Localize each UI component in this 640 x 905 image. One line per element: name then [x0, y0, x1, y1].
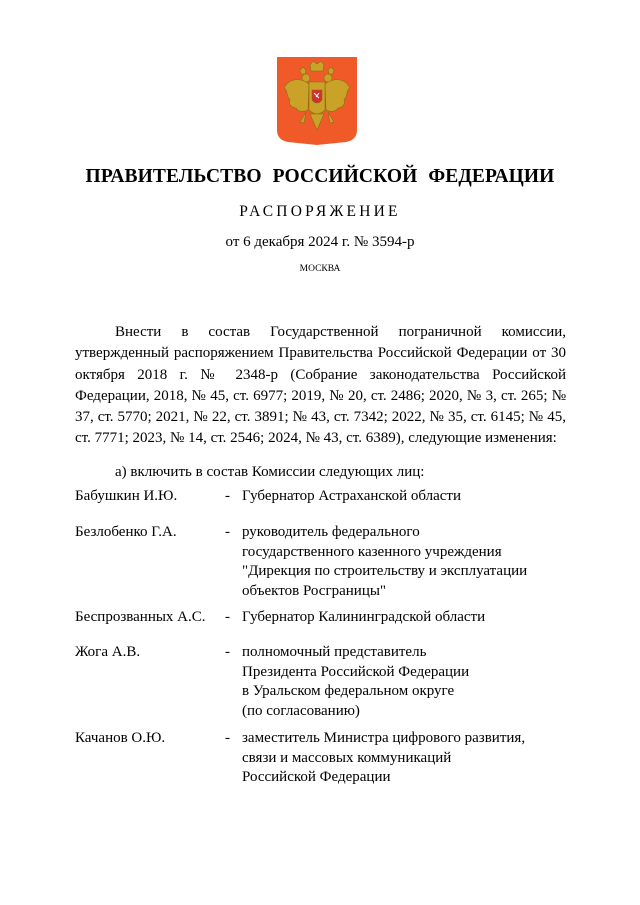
document-date-number: от 6 декабря 2024 г. № 3594-р — [225, 234, 415, 250]
member-role-line: (по согласованию) — [242, 702, 360, 719]
member-role — [242, 643, 562, 721]
member-role-line: заместитель Министра цифрового развития, — [242, 730, 526, 746]
member-role — [242, 487, 562, 507]
member-dash: - — [225, 488, 230, 504]
member-name: Беспрозванных А.С. — [75, 609, 206, 625]
member-role-line: Российской Федерации — [242, 769, 391, 785]
member-role-line: Губернатор Калининградской области — [242, 609, 486, 625]
member-name: Безлобенко Г.А. — [75, 524, 177, 540]
member-role-line: руководитель федерального — [242, 524, 420, 540]
coat-of-arms-icon — [276, 56, 358, 146]
member-role — [242, 729, 562, 788]
member-dash: - — [225, 524, 230, 540]
member-dash: - — [225, 609, 230, 625]
member-role-line: в Уральском федеральном округе — [242, 683, 455, 699]
member-role-line: связи и массовых коммуникаций — [242, 749, 452, 766]
member-name: Жога А.В. — [75, 644, 141, 660]
document-city: МОСКВА — [299, 264, 341, 274]
preamble-paragraph: Внести в состав Государственной пограничной комиссии, утвержденный распоряжением Правительства Российской Федерации от 30 октября 2018 г. № 2348-р (Собрание законодательства Российской Федерации, 2018, № 45, ст. 6977; 2019, № 20, ст. 2486; 2020, № 3, ст. 265; № 37, ст. 5770; 2021, № 22, ст. 3891; № 43, ст. 7342; 2022, № 35, ст. 6145; № 45, ст. 7771; 2023, № 14, ст. 2546; 2024, № 43, ст. 6389), следующие изменения: — [75, 324, 566, 447]
member-dash: - — [225, 644, 230, 660]
member-role-line: объектов Росграницы" — [242, 582, 387, 599]
member-role-line: Президента Российской Федерации — [242, 663, 470, 680]
subitem-a: а) включить в состав Комиссии следующих лиц: — [115, 464, 425, 480]
member-name: Бабушкин И.Ю. — [75, 488, 178, 504]
member-role-line: "Дирекция по строительству и эксплуатации — [242, 563, 528, 579]
member-role-line: Губернатор Астраханской области — [242, 488, 462, 504]
member-role-line: государственного казенного учреждения — [242, 543, 502, 560]
member-role — [242, 608, 562, 628]
member-role — [242, 523, 562, 601]
member-role-line: полномочный представитель — [242, 644, 427, 660]
document-type: РАСПОРЯЖЕНИЕ — [239, 203, 401, 220]
member-name: Качанов О.Ю. — [75, 730, 166, 746]
member-dash: - — [225, 730, 230, 746]
government-title: ПРАВИТЕЛЬСТВО РОССИЙСКОЙ ФЕДЕРАЦИИ — [85, 166, 555, 187]
